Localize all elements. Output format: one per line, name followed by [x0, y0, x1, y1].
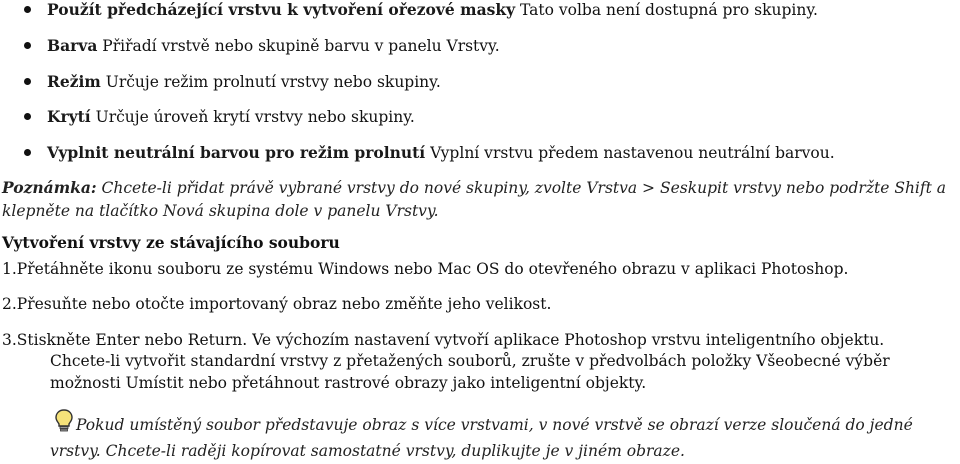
note-label: Poznámka:: [2, 178, 97, 197]
step-item: [2, 330, 884, 350]
note-paragraph: [2, 176, 958, 223]
bullet-desc: Určuje režim prolnutí vrstvy nebo skupiny.: [100, 73, 441, 91]
tip-paragraph: [50, 412, 950, 464]
bullet-desc: Tato volba není dostupná pro skupiny.: [515, 1, 818, 19]
bullet-item: [24, 36, 500, 56]
bullet-term: Krytí: [47, 107, 91, 126]
tip-text: Pokud umístěný soubor představuje obraz s více vrstvami, v nové vrstvě se obrazí verze sloučená do jedné vrstvy. Chcete-li raději kopírovat samostatné vrstvy, duplikujte je v jiném obraze.: [50, 416, 913, 460]
bullet-term: Použít předcházející vrstvu k vytvoření ořezové masky: [47, 0, 516, 19]
bullet-desc: Určuje úroveň krytí vrstvy nebo skupiny.: [90, 108, 415, 126]
bullet-dot-icon: [24, 42, 31, 49]
step-number: 1.: [2, 260, 17, 278]
step-number: 3.: [2, 331, 17, 349]
bullet-term: Režim: [47, 72, 101, 91]
bullet-item: [24, 72, 441, 92]
step-number: 2.: [2, 295, 17, 313]
bullet-item: [24, 107, 415, 127]
step-text: Přesuňte nebo otočte importovaný obraz nebo změňte jeho velikost.: [16, 295, 552, 313]
step-continuation: Chcete-li vytvořit standardní vrstvy z přetažených souborů, zrušte v předvolbách položky Všeobecné výběr možnosti Umístit nebo přetáhnout rastrové obrazy jako inteligentní objekty.: [50, 352, 890, 392]
bullet-dot-icon: [24, 113, 31, 120]
bullet-item: [24, 143, 835, 163]
bullet-dot-icon: [24, 78, 31, 85]
bullet-item: [24, 0, 818, 20]
bullet-term: Barva: [47, 36, 98, 55]
bullet-dot-icon: [24, 149, 31, 156]
section-heading: Vytvoření vrstvy ze stávajícího souboru: [2, 233, 340, 252]
step-text: Stiskněte Enter nebo Return. Ve výchozím nastavení vytvoří aplikace Photoshop vrstvu inteligentního objektu.: [16, 331, 885, 349]
step-item: [2, 259, 848, 279]
bullet-term: Vyplnit neutrální barvou pro režim prolnutí: [47, 143, 426, 162]
step-item: [2, 294, 551, 314]
note-text: Chcete-li přidat právě vybrané vrstvy do nové skupiny, zvolte Vrstva > Seskupit vrstvy nebo podržte Shift a klepněte na tlačítko Nová skupina dole v panelu Vrstvy.: [2, 179, 947, 220]
step-text: Přetáhněte ikonu souboru ze systému Windows nebo Mac OS do otevřeného obrazu v aplikaci Photoshop.: [16, 260, 849, 278]
bullet-desc: Vyplní vrstvu předem nastavenou neutrální barvou.: [425, 144, 835, 162]
bullet-desc: Přiřadí vrstvě nebo skupině barvu v panelu Vrstvy.: [97, 37, 500, 55]
bullet-dot-icon: [24, 6, 31, 13]
